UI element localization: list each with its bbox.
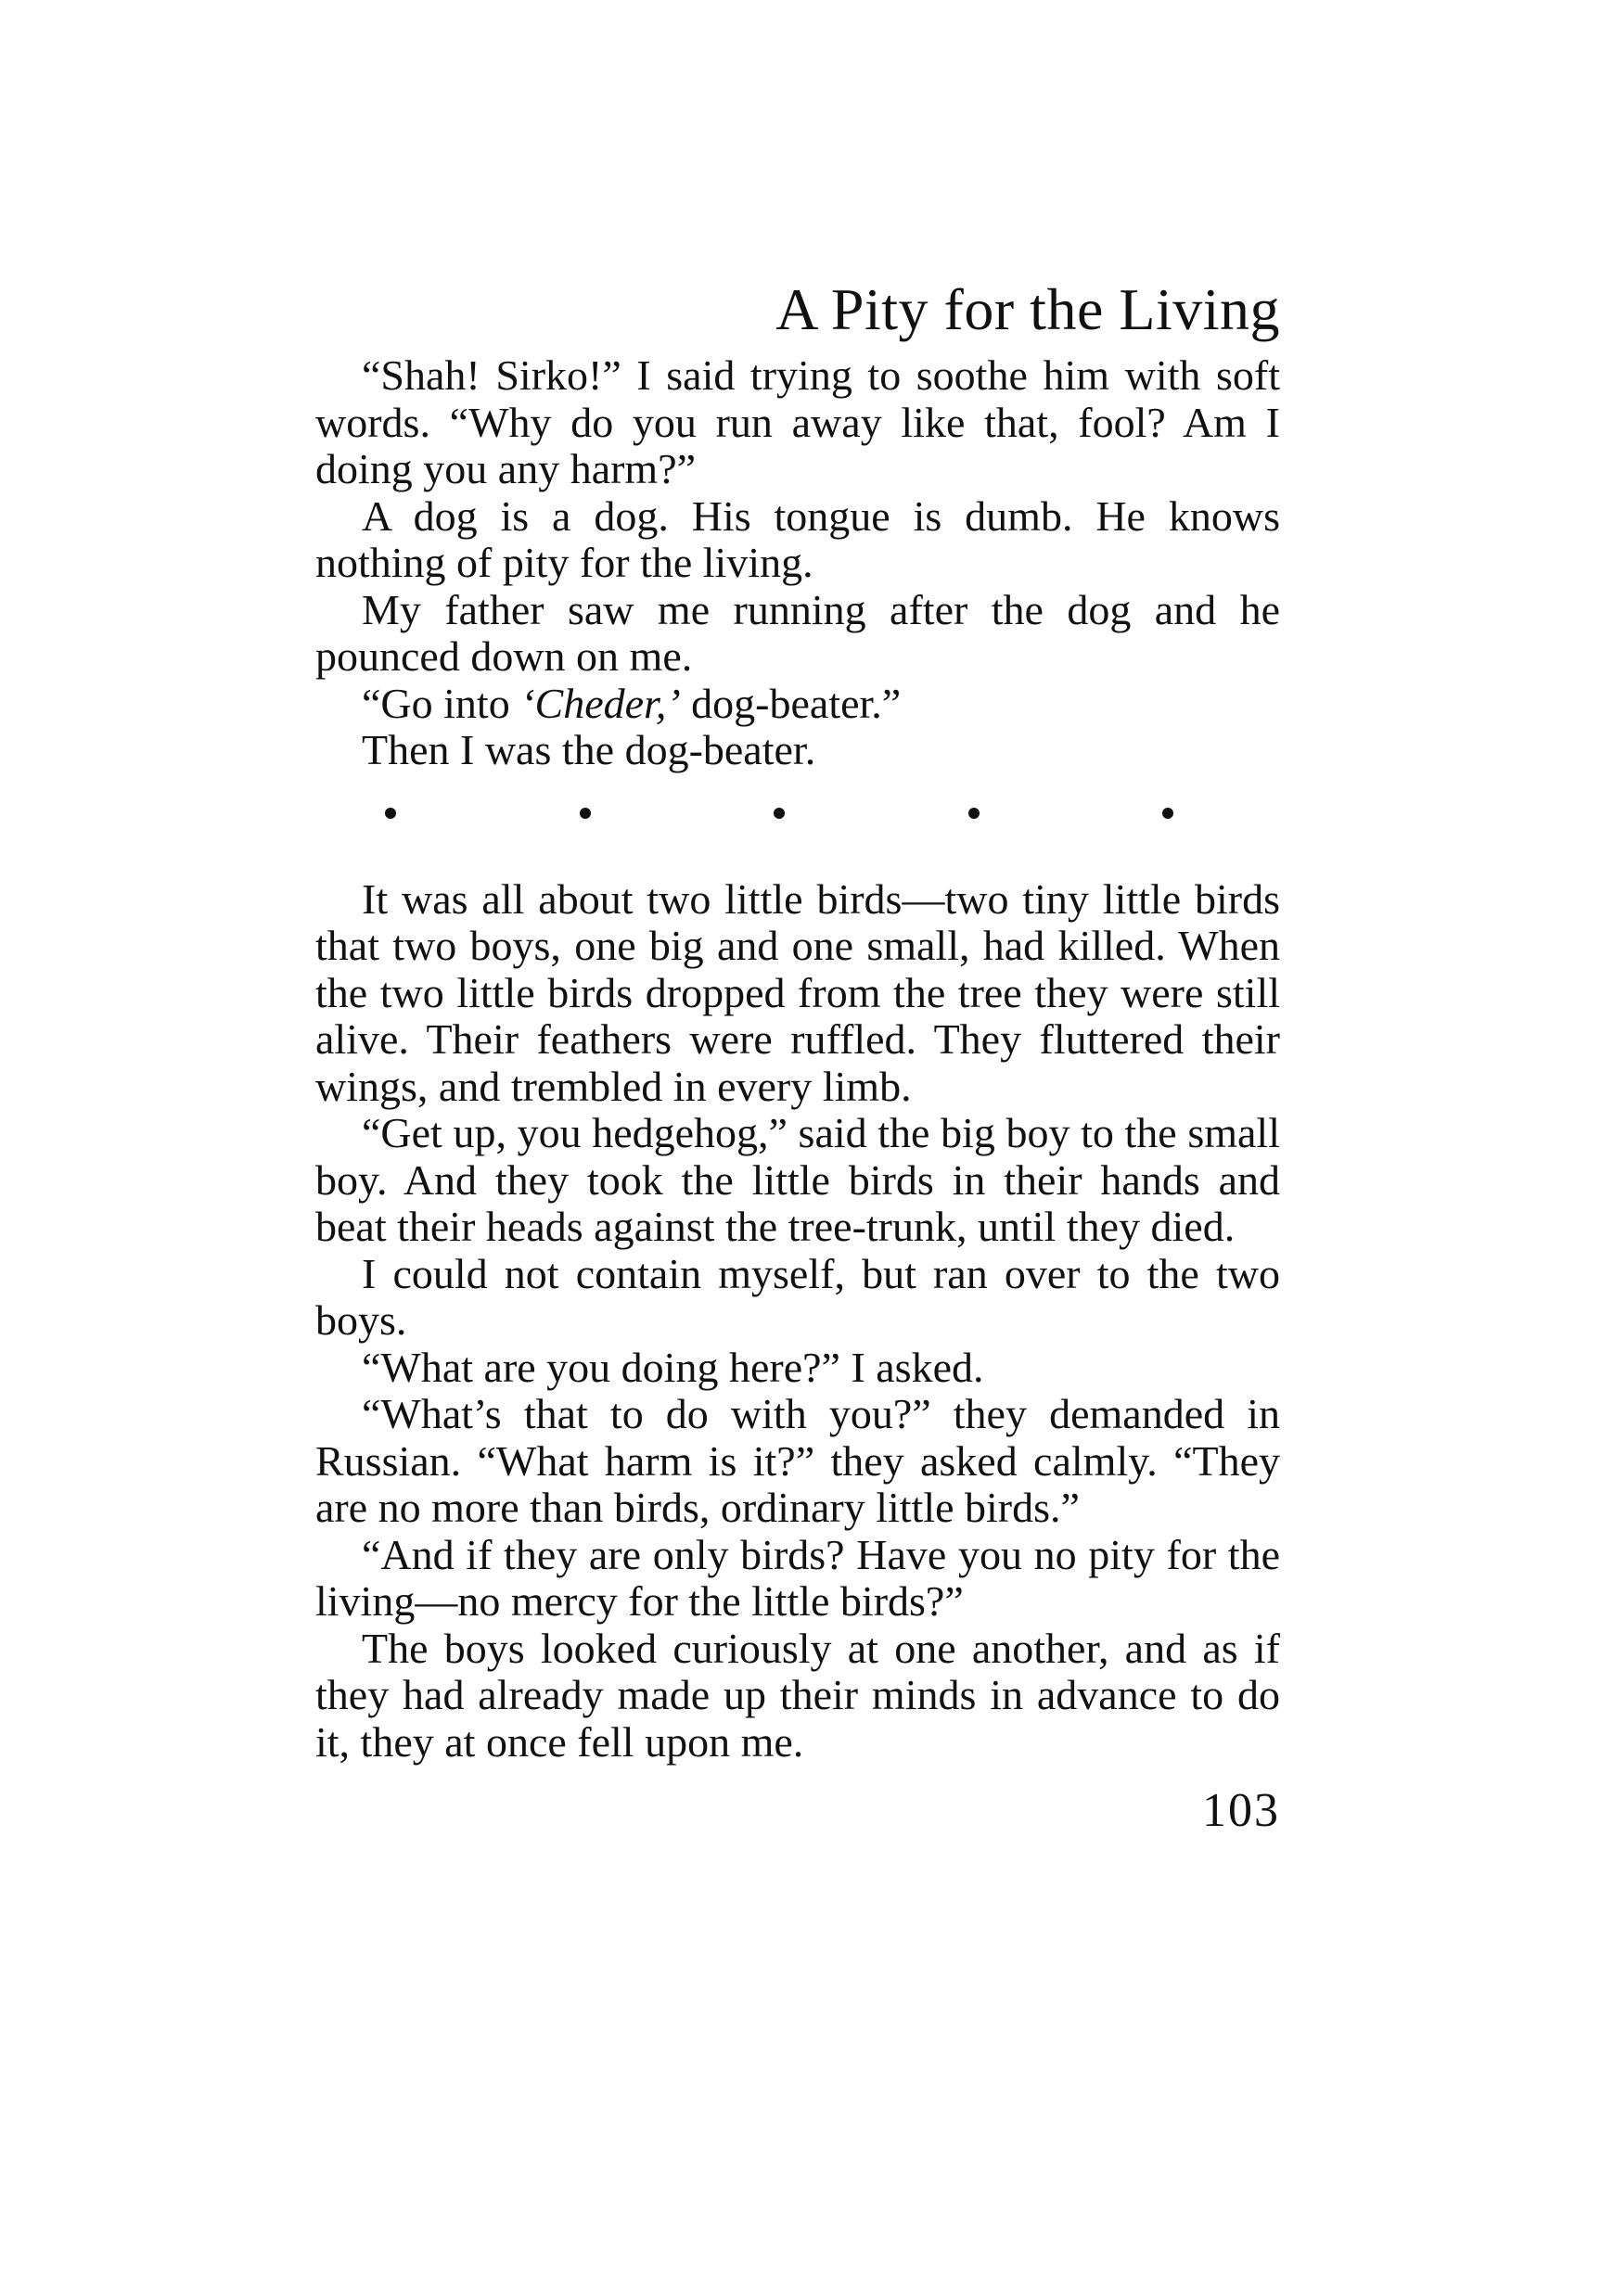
section-break-dot bbox=[1162, 808, 1173, 819]
book-page bbox=[315, 271, 1280, 1843]
paragraph-could-not-contain: I could not contain myself, but ran over to the two boys. bbox=[315, 1249, 1280, 1344]
paragraph-go-into-cheder bbox=[315, 681, 1280, 728]
section-break-gap bbox=[315, 839, 1280, 876]
paragraph-shah-sirko: “Shah! Sirko!” I said trying to soothe him with soft words. “Why do you run away like that, fool? Am I doing you any harm?” bbox=[315, 351, 1280, 492]
cheder-line-before: “Go into bbox=[362, 679, 521, 727]
paragraph-two-little-birds: It was all about two little birds—two tiny little birds that two boys, one big and one small, had killed. When the two little birds dropped from the tree they were still alive. Their feathers were ruffled. They fluttered their wings, and trembled in every limb. bbox=[315, 874, 1280, 1110]
paragraph-boys-fell-upon-me: The boys looked curiously at one another, and as if they had already made up their minds in advance to do it, they at once fell upon me. bbox=[315, 1624, 1280, 1766]
section-break bbox=[385, 787, 1173, 839]
section-break-dot bbox=[774, 808, 785, 819]
paragraph-dog-beater: Then I was the dog-beater. bbox=[362, 726, 816, 773]
paragraph-what-are-you-doing: “What are you doing here?” I asked. bbox=[362, 1343, 984, 1391]
paragraph-whats-that-to-do: “What’s that to do with you?” they demanded in Russian. “What harm is it?” they asked calmly. “They are no more than birds, ordinary little birds.” bbox=[315, 1390, 1280, 1531]
cheder-word: ‘Cheder,’ bbox=[520, 679, 681, 727]
page-number: 103 bbox=[1202, 1784, 1280, 1837]
cheder-line-after: dog-beater.” bbox=[680, 679, 902, 727]
paragraph-get-up-hedgehog: “Get up, you hedgehog,” said the big boy to the small boy. And they took the little birds in their hands and beat their heads against the tree-trunk, until they died. bbox=[315, 1109, 1280, 1250]
section-break-dot bbox=[968, 808, 980, 819]
paragraph-dog-is-a-dog: A dog is a dog. His tongue is dumb. He knows nothing of pity for the living. bbox=[315, 491, 1280, 586]
section-break-dot bbox=[580, 808, 591, 819]
running-head: A Pity for the Living bbox=[775, 276, 1280, 342]
paragraph-if-only-birds: “And if they are only birds? Have you no pity for the living—no mercy for the little birds?” bbox=[315, 1530, 1280, 1625]
section-break-dot bbox=[385, 808, 396, 819]
paragraph-father-saw-me: My father saw me running after the dog and he pounced down on me. bbox=[315, 585, 1280, 680]
